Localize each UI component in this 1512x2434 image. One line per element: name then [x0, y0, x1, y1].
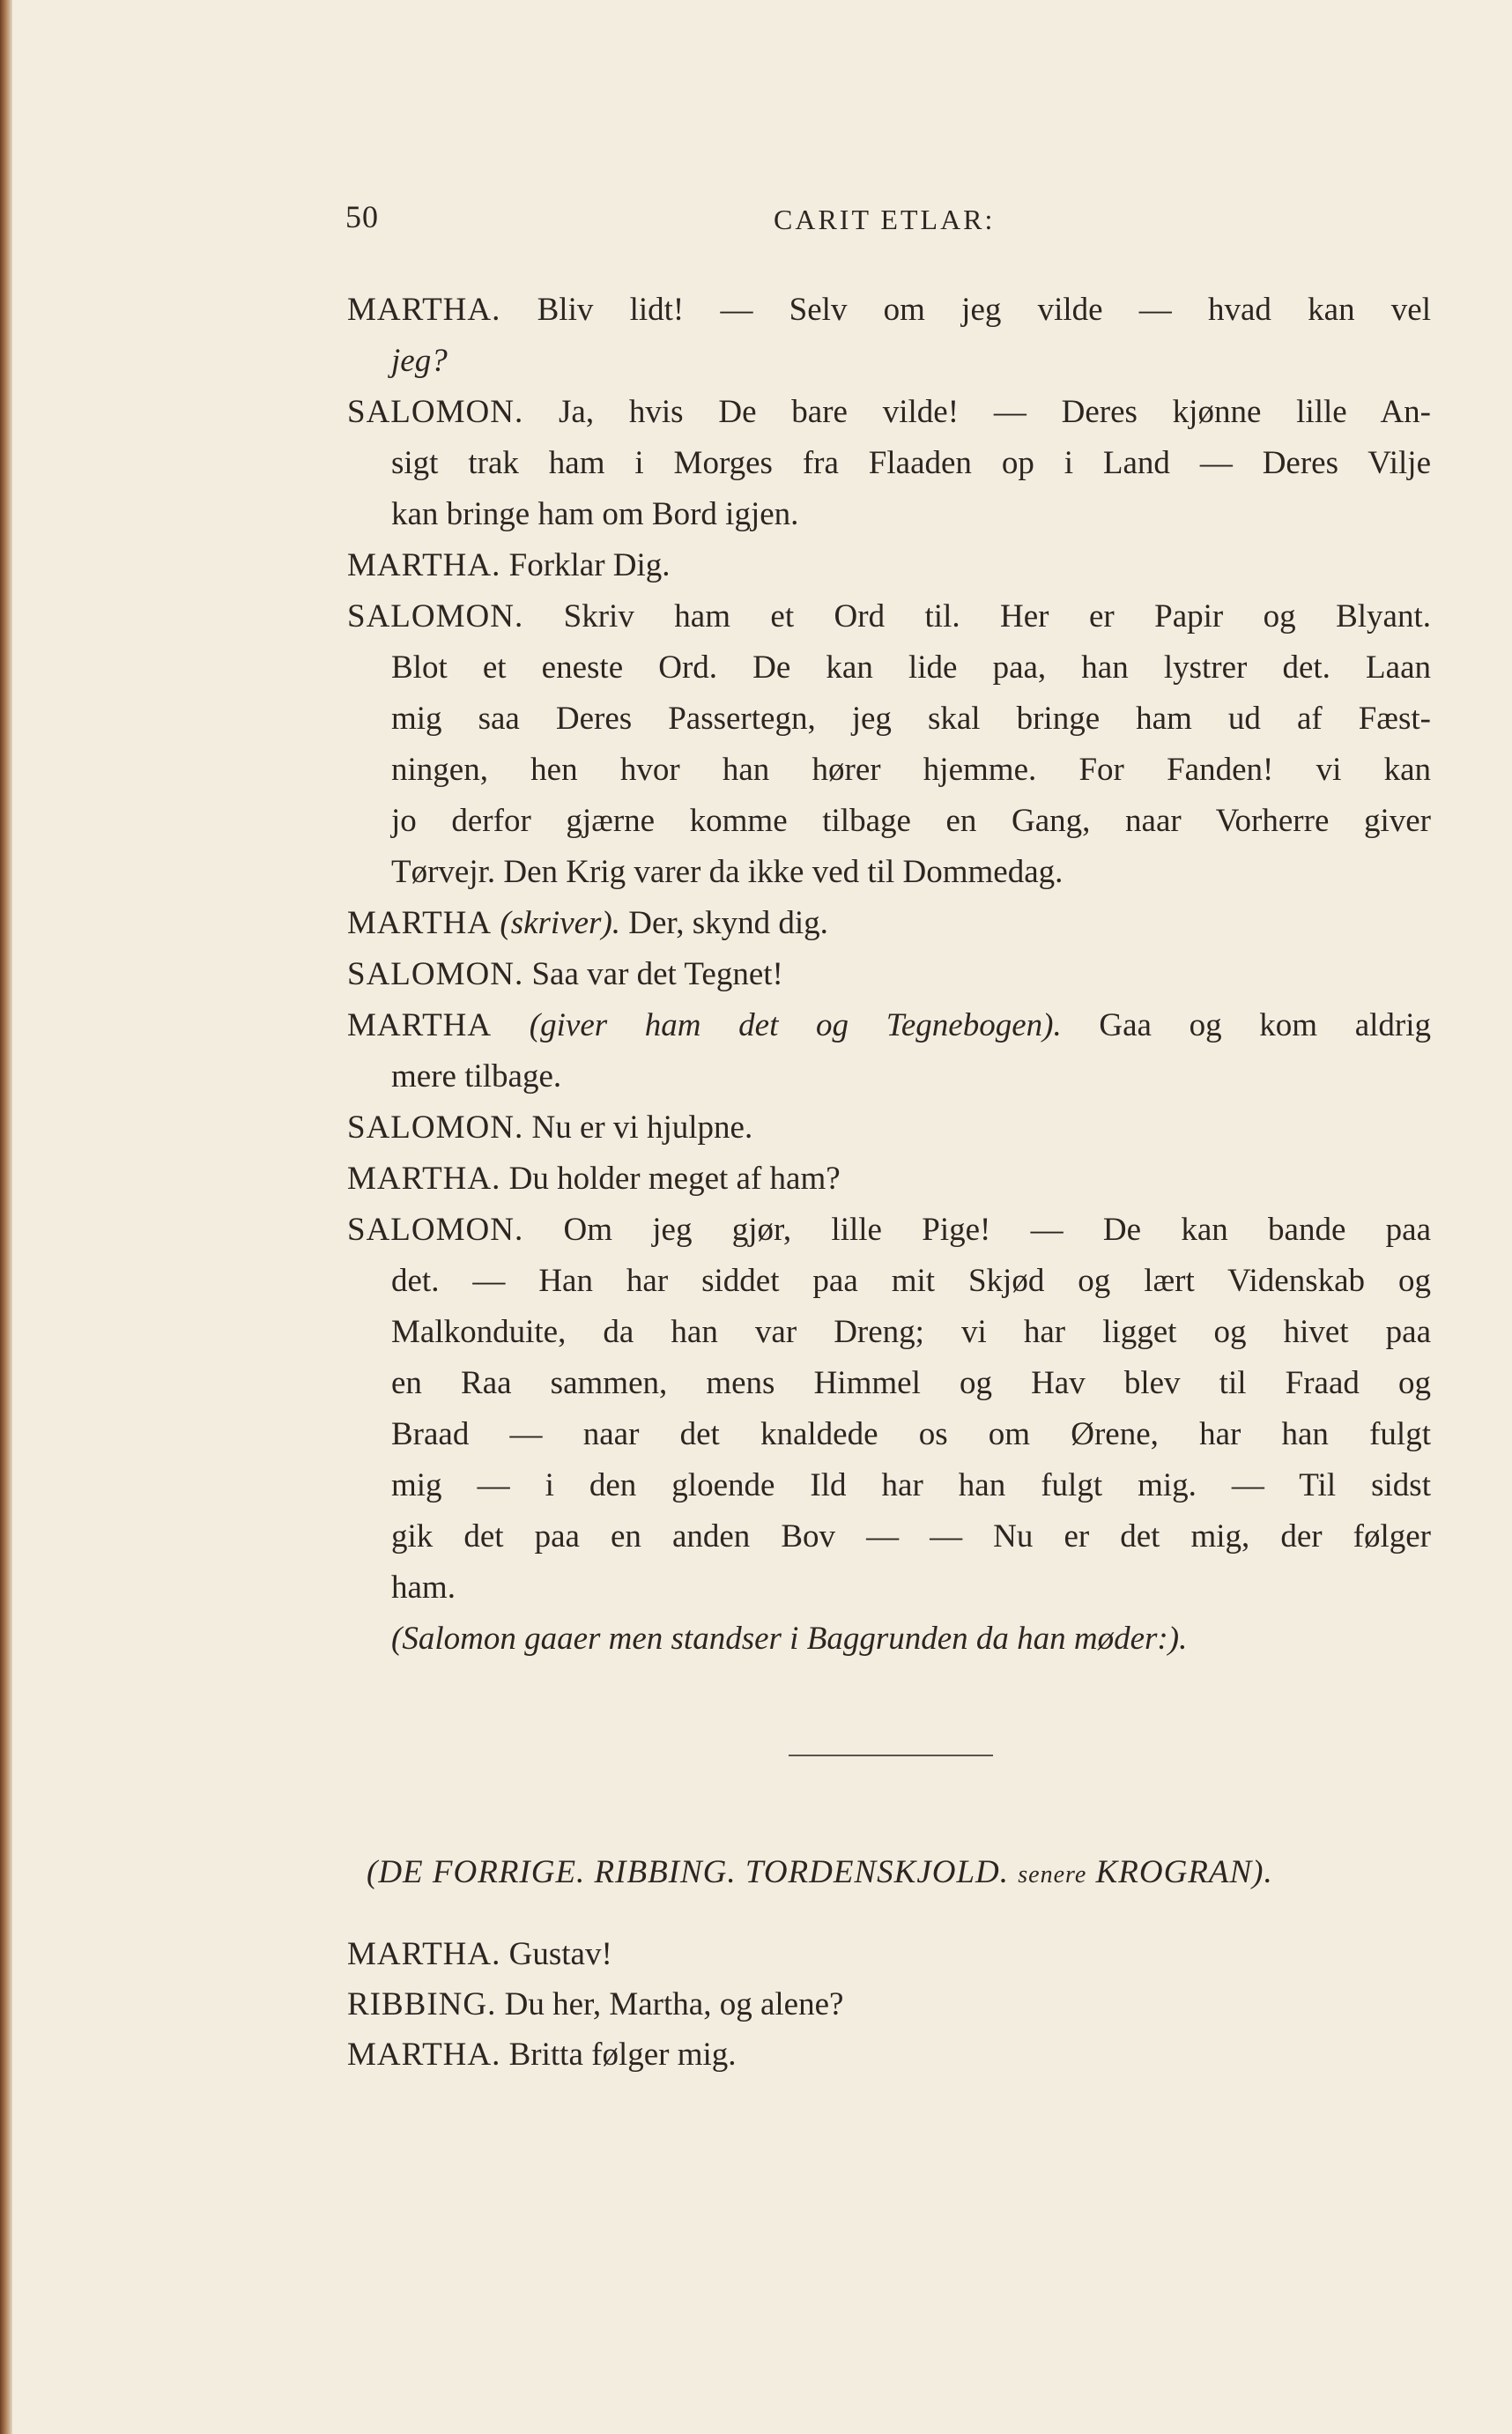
line-text: Ja, hvis De bare vilde! — Deres kjønne lille An- [559, 394, 1432, 430]
line-text: Gaa og kom aldrig [1099, 1007, 1432, 1043]
speaker-name: SALOMON. [347, 1109, 524, 1146]
speaker-name: SALOMON. [347, 1212, 524, 1248]
dialogue-line [347, 540, 1431, 591]
dialogue-line [391, 694, 1431, 745]
speaker-name: MARTHA [347, 905, 493, 941]
dialogue-line [347, 1102, 1431, 1154]
dialogue-line [391, 336, 1431, 387]
speaker-name: SALOMON. [347, 394, 524, 430]
speaker-name: MARTHA. [347, 547, 501, 583]
page-binding-edge [0, 0, 12, 2434]
line-text: Nu er vi hjulpne. [531, 1109, 753, 1146]
dialogue-line [347, 1000, 1431, 1051]
line-text: Malkonduite, da han var Dreng; vi har ligget og hivet paa [391, 1314, 1431, 1350]
line-text: gik det paa en anden Bov — — Nu er det mig, der følger [391, 1518, 1431, 1555]
speaker-name: SALOMON. [347, 598, 524, 634]
dialogue-line [391, 1256, 1431, 1307]
dialogue-line [347, 1205, 1431, 1256]
speaker-name: MARTHA. [347, 292, 501, 328]
section-divider [789, 1755, 993, 1756]
dialogue-line [391, 1511, 1431, 1562]
dialogue-line [391, 1051, 1431, 1102]
stage-direction-line [391, 1614, 1431, 1665]
scene-heading-later: senere [1018, 1861, 1087, 1889]
line-text: kan bringe ham om Bord igjen. [391, 496, 799, 532]
dialogue-line [347, 591, 1431, 642]
scene-heading [367, 1846, 1450, 1899]
dialogue-line [391, 1460, 1431, 1511]
dialogue-line [391, 1358, 1431, 1409]
speaker-name: SALOMON. [347, 956, 524, 992]
dialogue-line [347, 949, 1431, 1000]
line-text: Braad — naar det knaldede os om Ørene, har han fulgt [391, 1416, 1431, 1452]
dialogue-line [347, 898, 1431, 949]
dialogue-line [391, 1307, 1431, 1358]
dialogue-line [347, 285, 1431, 336]
dialogue-line [391, 1562, 1431, 1614]
line-text: mig — i den gloende Ild har han fulgt mig. — Til sidst [391, 1467, 1431, 1503]
dialogue-line [391, 796, 1431, 847]
line-text: Bliv lidt! — Selv om jeg vilde — hvad kan vel [537, 292, 1432, 328]
dialogue-line [391, 438, 1431, 489]
dialogue-line [347, 1979, 1431, 2030]
stage-direction: (skriver). [500, 905, 621, 941]
line-text: sigt trak ham i Morges fra Flaaden op i Land — Deres Vilje [391, 445, 1431, 481]
dialogue-line [391, 489, 1431, 540]
running-title: CARIT ETLAR: [774, 204, 996, 235]
dialogue-line [391, 642, 1431, 694]
stage-direction: (giver ham det og Tegnebogen). [529, 1007, 1062, 1043]
page-number: 50 [345, 199, 379, 234]
speaker-name: RIBBING. [347, 1986, 497, 2022]
dialogue-line [347, 387, 1431, 438]
line-text: Du her, Martha, og alene? [504, 1986, 844, 2022]
line-text: mere tilbage. [391, 1058, 562, 1095]
page-header [345, 198, 1429, 251]
line-text: Saa var det Tegnet! [531, 956, 783, 992]
line-text: Tørvejr. Den Krig varer da ikke ved til Dommedag. [391, 854, 1064, 890]
line-text: ningen, hen hvor han hører hjemme. For Fanden! vi kan [391, 752, 1431, 788]
dialogue-line [391, 847, 1431, 898]
line-text: Der, skynd dig. [628, 905, 828, 941]
dialogue-line [347, 1154, 1431, 1205]
line-text: Forklar Dig. [508, 547, 671, 583]
line-text: Gustav! [508, 1936, 612, 1972]
speaker-name: MARTHA. [347, 1936, 501, 1972]
line-text: jo derfor gjærne komme tilbage en Gang, naar Vorherre giver [391, 803, 1431, 839]
line-text: Du holder meget af ham? [508, 1161, 841, 1197]
scene-heading-entrant: KROGRAN). [1095, 1854, 1273, 1890]
dialogue-line [391, 1409, 1431, 1460]
dialogue-line [347, 2030, 1431, 2081]
line-text: jeg? [391, 343, 448, 379]
line-text: Blot et eneste Ord. De kan lide paa, han lystrer det. Laan [391, 649, 1431, 686]
line-text: det. — Han har siddet paa mit Skjød og lært Videnskab og [391, 1263, 1431, 1299]
scene-heading-characters: (DE FORRIGE. RIBBING. TORDENSKJOLD. [367, 1854, 1010, 1890]
line-text: Skriv ham et Ord til. Her er Papir og Blyant. [563, 598, 1431, 634]
speaker-name: MARTHA [347, 1007, 493, 1043]
line-text: Britta følger mig. [508, 2037, 737, 2073]
line-text: en Raa sammen, mens Himmel og Hav blev til Fraad og [391, 1365, 1431, 1401]
stage-direction: (Salomon gaaer men standser i Baggrunden da han møder:). [391, 1621, 1188, 1657]
dialogue-line [391, 745, 1431, 796]
speaker-name: MARTHA. [347, 2037, 501, 2073]
speaker-name: MARTHA. [347, 1161, 501, 1197]
line-text: ham. [391, 1569, 456, 1606]
line-text: mig saa Deres Passertegn, jeg skal bringe ham ud af Fæst- [391, 701, 1431, 737]
dialogue-line [347, 1929, 1431, 1980]
line-text: Om jeg gjør, lille Pige! — De kan bande paa [563, 1212, 1431, 1248]
